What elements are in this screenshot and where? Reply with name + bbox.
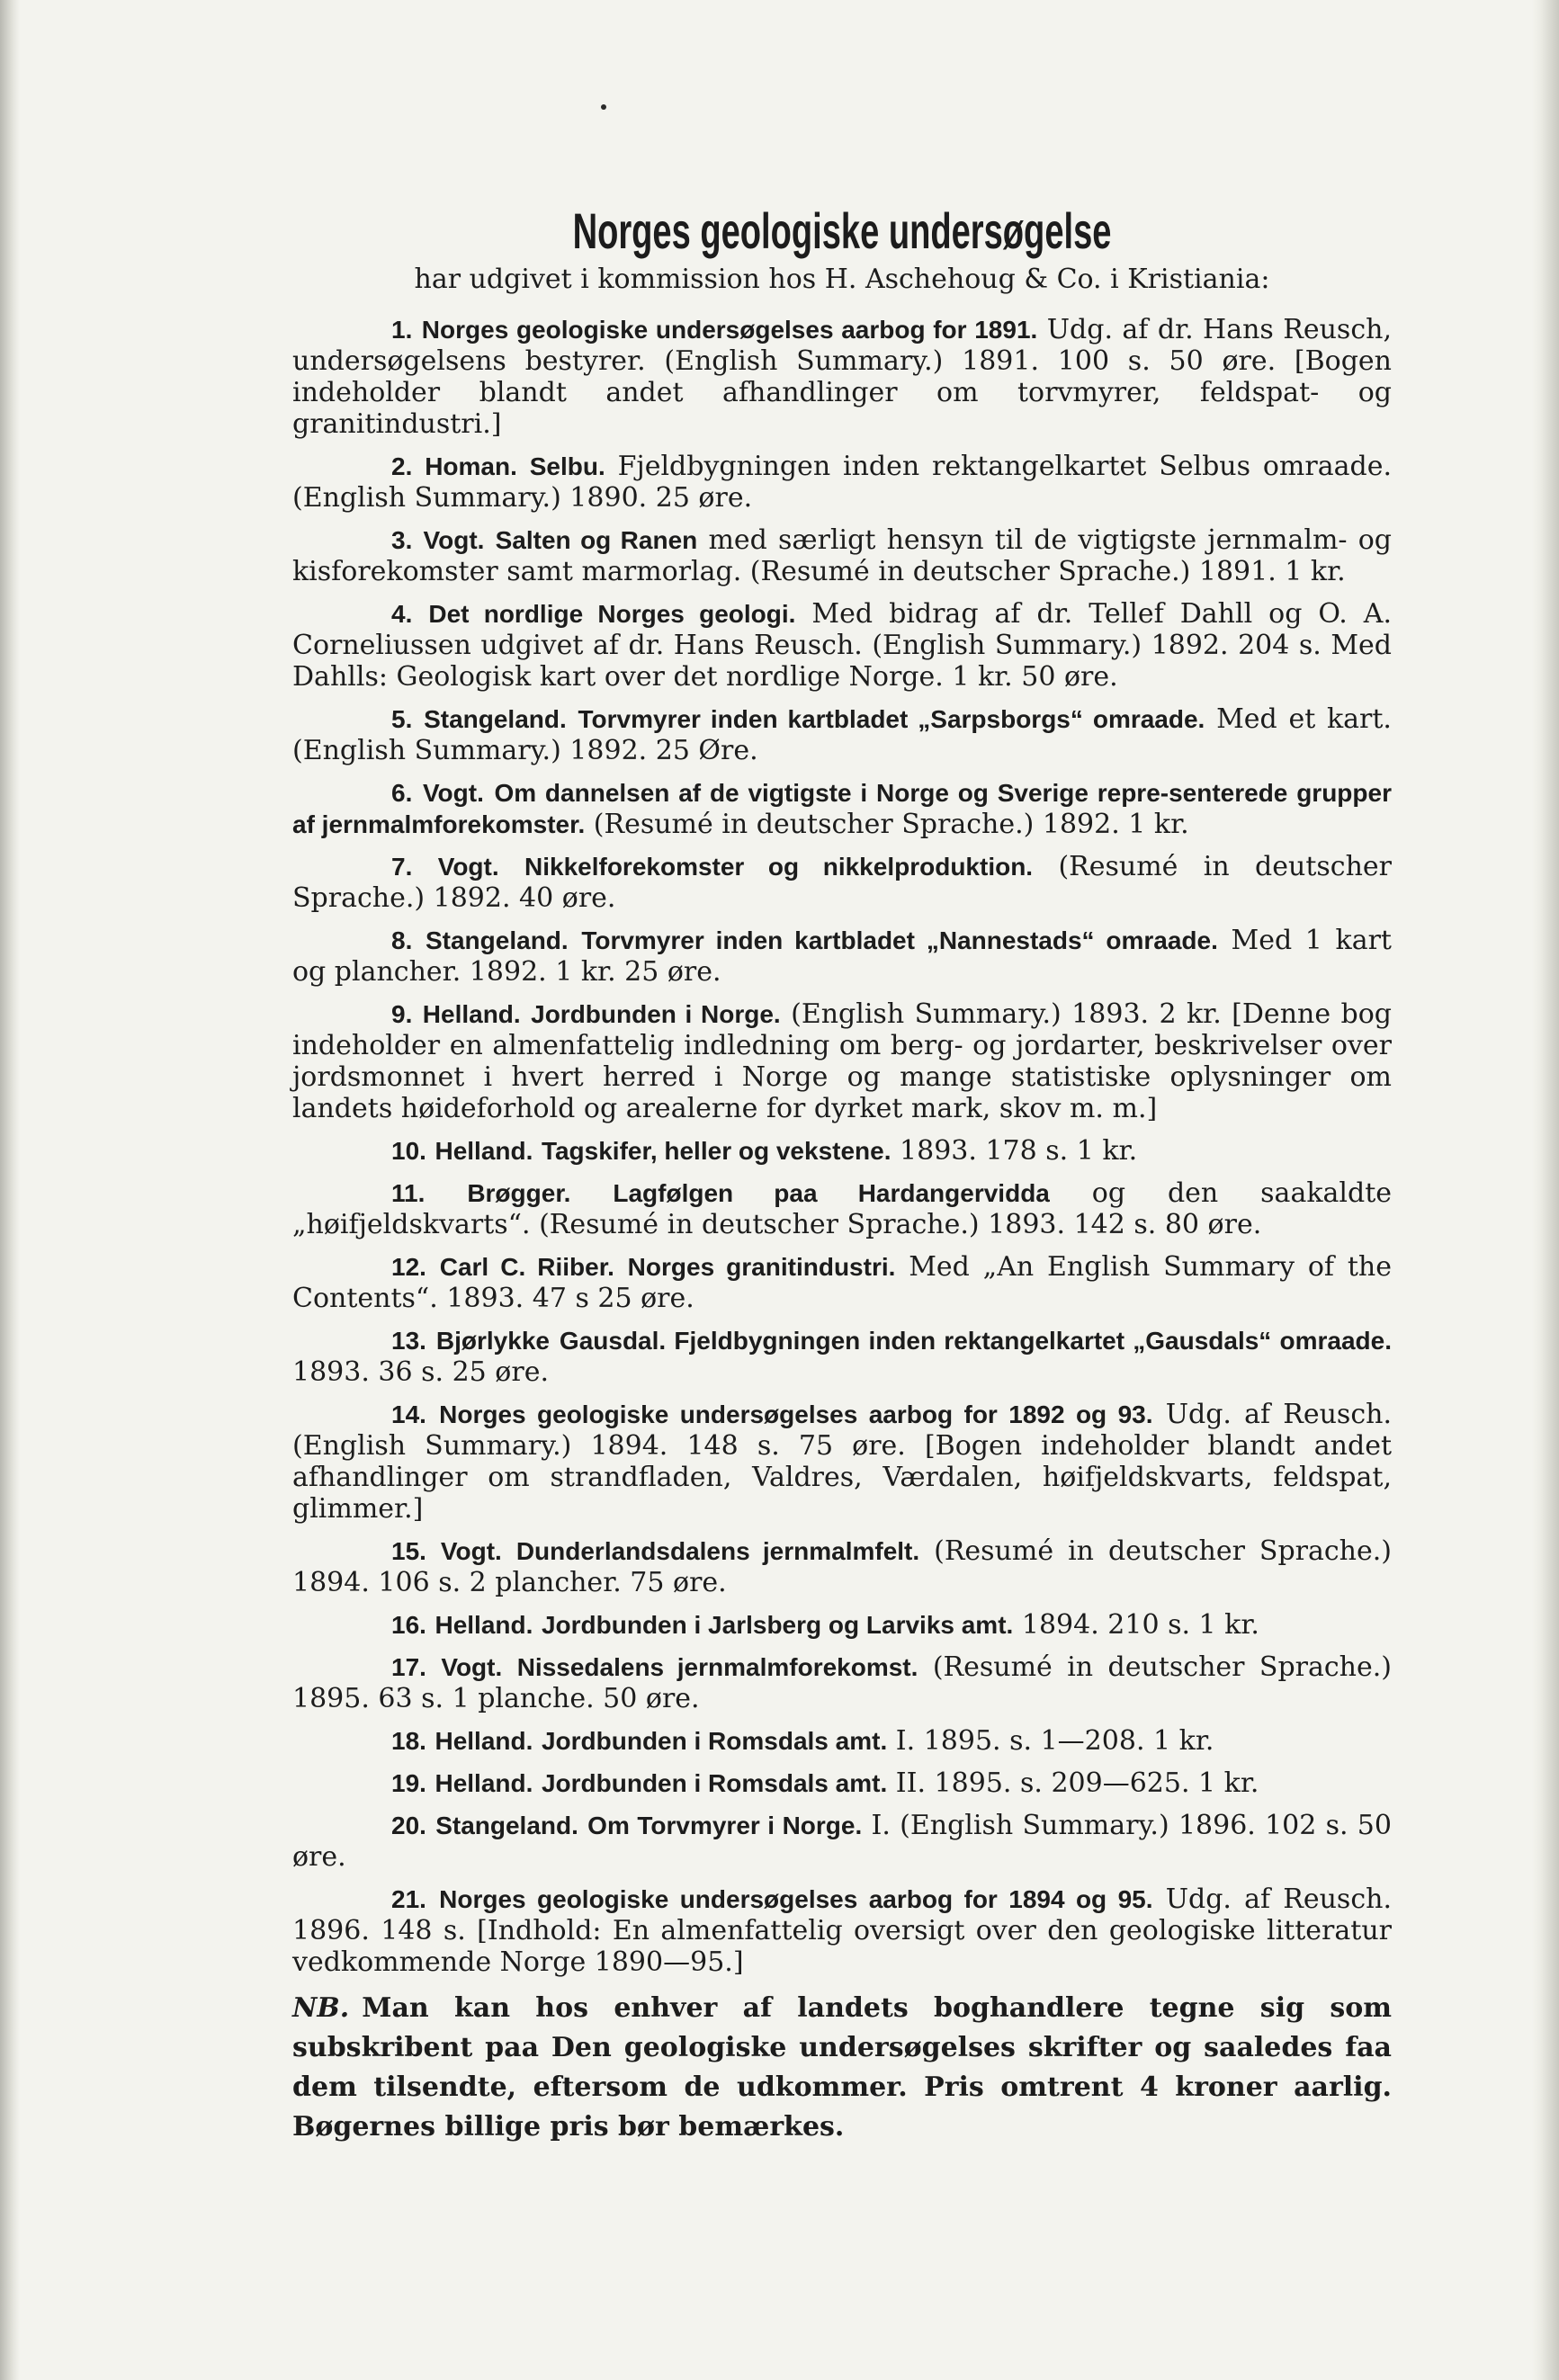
entry-number: 12.: [391, 1253, 426, 1281]
page-title: Norges geologiske undersøgelse: [572, 202, 1112, 259]
page-subtitle: har udgivet i kommission hos H. Aschehoug & Co. i Kristiania:: [414, 264, 1270, 295]
entry-details: Udg. af Reusch. (English Summary.) 1894. 148 s. 75 øre. [Bogen indeholder blandt andet afhandlinger om strandfladen, Valdres, Værdalen, høifjeldskvarts, feldspat, glimmer.]: [292, 1399, 1392, 1525]
entry-title: Jordbunden i Romsdals amt.: [541, 1727, 888, 1755]
entry-details: Med et kart. (English Summary.) 1892. 25 Øre.: [292, 703, 1392, 766]
publication-entry: [292, 1399, 1392, 1525]
entry-details: Med bidrag af dr. Tellef Dahll og O. A. Corneliussen udgivet af dr. Hans Reusch. (English Summary.) 1892. 204 s. Med Dahlls: Geologisk kart over det nordlige Norge. 1 kr. 50 øre.: [292, 598, 1392, 693]
entry-number: 14.: [391, 1400, 426, 1428]
entry-number: 5.: [391, 705, 413, 733]
entry-number: 17.: [391, 1653, 426, 1681]
publication-entry: [292, 703, 1392, 766]
nb-text: Man kan hos enhver af landets boghandlere tegne sig som subskribent paa Den geologiske undersøgelses skrifter og saaledes faa dem tilsendte, eftersom de udkommer. Pris omtrent 4 kroner aarlig. Bøgernes billige pris bør bemærkes.: [292, 1992, 1392, 2143]
entry-details: 1893. 178 s. 1 kr.: [900, 1135, 1138, 1167]
entry-number: 16.: [391, 1611, 426, 1639]
publication-entry: [292, 1725, 1392, 1757]
entry-details: II. 1895. s. 209—625. 1 kr.: [895, 1767, 1259, 1799]
publication-entry: [292, 925, 1392, 988]
entry-title: Torvmyrer inden kartbladet „Nannestads“ omraade.: [581, 926, 1218, 954]
entry-author: Helland.: [435, 1611, 533, 1639]
entry-number: 18.: [391, 1727, 426, 1755]
print-speck: [601, 104, 606, 110]
entry-details: Med „An English Summary of the Contents“. 1893. 47 s 25 øre.: [292, 1251, 1392, 1314]
publication-entry: [292, 1810, 1392, 1873]
document-page: [292, 202, 1392, 2147]
entry-author: Homan.: [425, 452, 517, 480]
publication-entry: [292, 1177, 1392, 1240]
nb-label: NB.: [292, 1992, 350, 2024]
page-edge-right: [1532, 0, 1559, 2380]
entry-number: 9.: [391, 1000, 413, 1028]
entry-number: 21.: [391, 1885, 426, 1913]
entry-title: Det nordlige Norges geologi.: [428, 600, 796, 628]
entry-number: 7.: [391, 853, 413, 881]
entry-number: 6.: [391, 779, 413, 807]
entry-number: 11.: [391, 1179, 426, 1207]
entry-title: Nikkelforekomster og nikkelproduktion.: [524, 853, 1034, 881]
entry-number: 2.: [391, 452, 413, 480]
entry-details: Udg. af dr. Hans Reusch, undersøgelsens bestyrer. (English Summary.) 1891. 100 s. 50 øre. [Bogen indeholder blandt andet afhandlinger om torvmyrer, feldspat- og granitindustri.]: [292, 314, 1392, 440]
entry-title: Jordbunden i Norge.: [531, 1000, 781, 1028]
publication-entry: [292, 1135, 1392, 1167]
entry-number: 20.: [391, 1812, 426, 1839]
entry-author: Carl C. Riiber.: [439, 1253, 614, 1281]
entry-title: Norges geologiske undersøgelses aarbog for 1891.: [421, 316, 1038, 344]
entry-author: Helland.: [435, 1137, 533, 1165]
entry-title: Gausdal. Fjeldbygningen inden rektangelkartet „Gausdals“ omraade.: [559, 1327, 1392, 1355]
entry-title: Dunderlandsdalens jernmalmfelt.: [515, 1537, 920, 1565]
entry-title: Salten og Ranen: [495, 526, 698, 554]
entry-author: Stangeland.: [425, 926, 569, 954]
publication-entry: [292, 524, 1392, 587]
entry-details: Fjeldbygningen inden rektangelkartet Selbus omraade. (English Summary.) 1890. 25 øre.: [292, 451, 1392, 514]
entry-number: 4.: [391, 600, 413, 628]
entry-details: (Resumé in deutscher Sprache.) 1892. 40 øre.: [292, 851, 1392, 914]
entry-details: 1893. 36 s. 25 øre.: [292, 1356, 549, 1388]
publication-entry: [292, 1251, 1392, 1314]
publication-entry: [292, 777, 1392, 840]
entry-title: Om dannelsen af de vigtigste i Norge og Sverige repre-senterede grupper af jernmalmforekomster.: [292, 779, 1392, 838]
entry-title: Nissedalens jernmalmforekomst.: [516, 1653, 918, 1681]
entry-details: og den saakaldte „høifjeldskvarts“. (Resumé in deutscher Sprache.) 1893. 142 s. 80 øre.: [292, 1177, 1392, 1240]
publication-entry: [292, 451, 1392, 514]
nb-note: [292, 1989, 1392, 2147]
publication-entry: [292, 314, 1392, 440]
entry-details: (Resumé in deutscher Sprache.) 1895. 63 s. 1 planche. 50 øre.: [292, 1651, 1392, 1714]
publication-list: [292, 314, 1392, 1978]
publication-entry: [292, 1609, 1392, 1641]
entry-number: 8.: [391, 926, 413, 954]
entry-author: Bjørlykke: [435, 1327, 550, 1355]
entry-title: Norges geologiske undersøgelses aarbog for 1892 og 93.: [439, 1400, 1153, 1428]
entry-number: 15.: [391, 1537, 426, 1565]
entry-details: (English Summary.) 1893. 2 kr. [Denne bog indeholder en almenfattelig indledning om berg- og jordarter, beskrivelser over jordsmonnet i hvert herred i Norge og mange statistiske oplysninger om landets høideforhold og arealerne for dyrket mark, skov m. m.]: [292, 998, 1392, 1124]
entry-title: Tagskifer, heller og vekstene.: [541, 1137, 891, 1165]
entry-author: Vogt.: [437, 853, 499, 881]
entry-details: I. 1895. s. 1—208. 1 kr.: [895, 1725, 1214, 1757]
entry-author: Vogt.: [422, 779, 484, 807]
publication-entry: [292, 598, 1392, 693]
entry-author: Vogt.: [440, 1537, 502, 1565]
entry-author: Brøgger.: [467, 1179, 571, 1207]
entry-details: I. (English Summary.) 1896. 102 s. 50 øre.: [292, 1810, 1392, 1873]
entry-number: 13.: [391, 1327, 426, 1355]
publication-entry: [292, 1883, 1392, 1978]
page-edge-left: [0, 0, 20, 2380]
entry-details: med særligt hensyn til de vigtigste jernmalm- og kisforekomster samt marmorlag. (Resumé in deutscher Sprache.) 1891. 1 kr.: [292, 524, 1392, 587]
entry-author: Helland.: [435, 1727, 533, 1755]
entry-title: Om Torvmyrer i Norge.: [587, 1812, 863, 1839]
entry-author: Stangeland.: [435, 1812, 578, 1839]
entry-title: Lagfølgen paa Hardangervidda: [613, 1179, 1050, 1207]
publication-entry: [292, 1325, 1392, 1388]
entry-author: Vogt.: [441, 1653, 503, 1681]
entry-title: Torvmyrer inden kartbladet „Sarpsborgs“ omraade.: [578, 705, 1205, 733]
publication-entry: [292, 1535, 1392, 1598]
entry-number: 10.: [391, 1137, 426, 1165]
entry-details: (Resumé in deutscher Sprache.) 1892. 1 kr.: [593, 809, 1189, 840]
entry-details: Udg. af Reusch. 1896. 148 s. [Indhold: En almenfattelig oversigt over den geologiske litteratur vedkommende Norge 1890—95.]: [292, 1883, 1392, 1978]
entry-title: Jordbunden i Romsdals amt.: [541, 1769, 888, 1797]
entry-number: 19.: [391, 1769, 426, 1797]
publication-entry: [292, 1651, 1392, 1714]
entry-title: Jordbunden i Jarlsberg og Larviks amt.: [541, 1611, 1014, 1639]
entry-author: Helland.: [422, 1000, 521, 1028]
entry-author: Helland.: [435, 1769, 533, 1797]
entry-title: Norges geologiske undersøgelses aarbog for 1894 og 95.: [439, 1885, 1153, 1913]
entry-title: Norges granitindustri.: [627, 1253, 896, 1281]
publication-entry: [292, 1767, 1392, 1799]
entry-details: (Resumé in deutscher Sprache.) 1894. 106 s. 2 plancher. 75 øre.: [292, 1535, 1392, 1598]
entry-title: Selbu.: [529, 452, 605, 480]
entry-details: 1894. 210 s. 1 kr.: [1021, 1609, 1259, 1641]
entry-number: 3.: [391, 526, 413, 554]
publication-entry: [292, 998, 1392, 1124]
entry-details: Med 1 kart og plancher. 1892. 1 kr. 25 øre.: [292, 925, 1392, 988]
publication-entry: [292, 851, 1392, 914]
entry-author: Vogt.: [423, 526, 485, 554]
entry-number: 1.: [391, 316, 413, 344]
entry-author: Stangeland.: [424, 705, 567, 733]
